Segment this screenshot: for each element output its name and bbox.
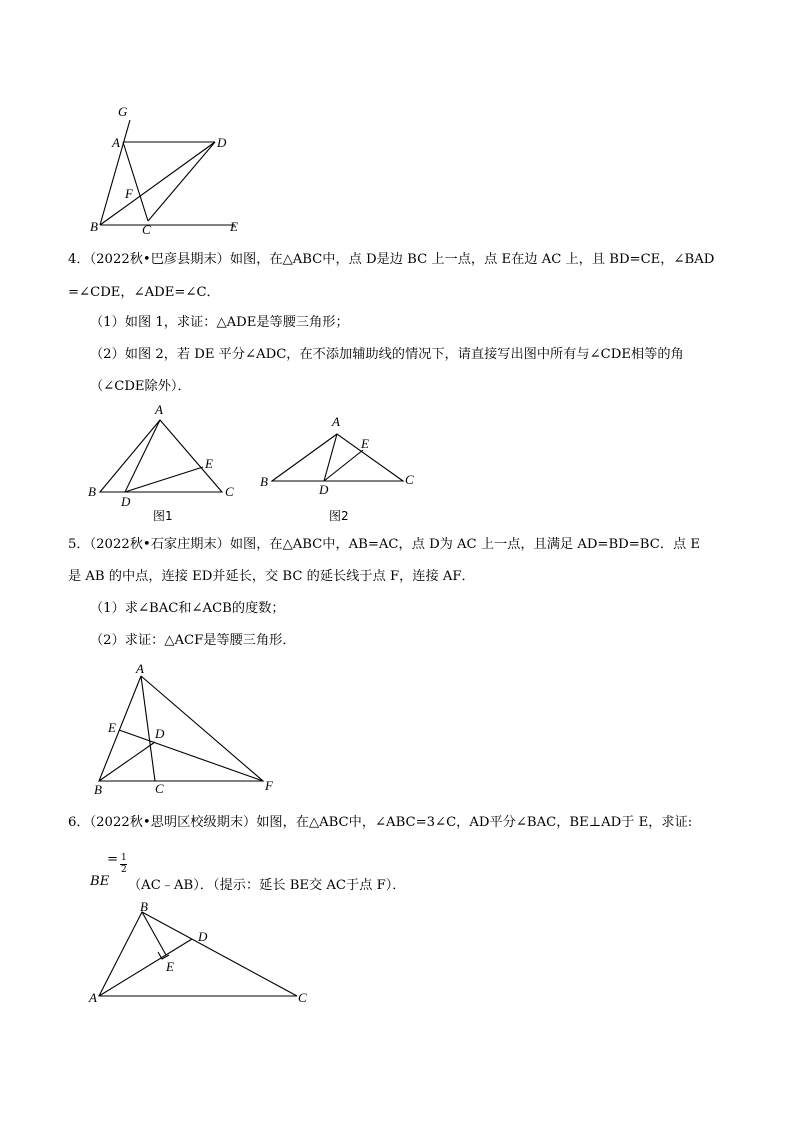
label-D: D bbox=[121, 494, 131, 509]
label-D: D bbox=[198, 929, 208, 944]
label-E: E bbox=[108, 720, 116, 735]
label-B: B bbox=[88, 484, 96, 499]
q5-line2: 是 AB 的中点，连接 ED并延长，交 BC 的延长线于点 F，连接 AF． bbox=[68, 569, 475, 584]
q6-frac-num: 1 bbox=[121, 853, 127, 863]
q5-part1: （1）求∠BAC和∠ACB的度数； bbox=[90, 601, 285, 616]
q6-be: BE bbox=[90, 874, 110, 889]
label-C: C bbox=[298, 990, 307, 1005]
label-D: D bbox=[217, 135, 227, 150]
q5-part2: （2）求证：△ACF是等腰三角形． bbox=[90, 633, 296, 648]
q4-part1: （1）如图 1，求证：△ADE是等腰三角形； bbox=[90, 315, 349, 330]
caption-fig2: 图2 bbox=[329, 509, 349, 523]
label-C: C bbox=[405, 472, 414, 487]
label-E: E bbox=[205, 456, 213, 471]
figure-q6 bbox=[85, 895, 325, 1010]
label-B: B bbox=[94, 782, 102, 797]
label-A: A bbox=[332, 414, 340, 429]
label-A: A bbox=[155, 402, 163, 417]
figure-q3 bbox=[80, 100, 260, 240]
label-E: E bbox=[166, 959, 174, 974]
label-F: F bbox=[265, 778, 273, 793]
figure-q4-1 bbox=[85, 400, 245, 525]
label-A: A bbox=[112, 135, 120, 150]
q6-frac-den: 2 bbox=[121, 865, 127, 875]
label-C: C bbox=[142, 222, 151, 237]
q6-line1: 6．（2022秋•思明区校级期末）如图，在△ABC中，∠ABC=3∠C，AD平分∠BAC，BE⊥AD于 E，求证: bbox=[68, 815, 693, 830]
figure-q4-2 bbox=[258, 412, 428, 527]
q5-line1: 5．（2022秋•石家庄期末）如图，在△ABC中，AB=AC，点 D为 AC 上一点，且满足 AD=BD=BC．点 E bbox=[68, 537, 701, 552]
figure-q5 bbox=[85, 660, 295, 800]
label-F: F bbox=[125, 186, 133, 201]
label-B: B bbox=[90, 219, 98, 234]
q6-equals: = bbox=[107, 852, 119, 867]
label-E: E bbox=[361, 436, 369, 451]
label-B: B bbox=[140, 899, 148, 914]
label-D: D bbox=[155, 726, 165, 741]
q4-line1: 4．（2022秋•巴彦县期末）如图，在△ABC中，点 D是边 BC 上一点，点 E在边 AC 上，且 BD=CE，∠BAD bbox=[68, 252, 715, 267]
label-D: D bbox=[319, 482, 329, 497]
label-C: C bbox=[225, 484, 234, 499]
caption-fig1: 图1 bbox=[153, 509, 173, 523]
q4-part2: （2）如图 2，若 DE 平分∠ADC，在不添加辅助线的情况下，请直接写出图中所有与∠CDE相等的角 bbox=[90, 347, 684, 362]
q6-formula bbox=[90, 852, 690, 898]
label-A: A bbox=[89, 990, 97, 1005]
q6-line2: （AC﹣AB）．（提示：延长 BE交 AC于点 F）． bbox=[128, 878, 406, 893]
q4-line2: =∠CDE，∠ADE=∠C． bbox=[68, 285, 220, 300]
label-C: C bbox=[155, 781, 164, 796]
q4-part2-continued: （∠CDE除外）． bbox=[90, 379, 191, 394]
label-G: G bbox=[118, 104, 128, 119]
label-B: B bbox=[260, 474, 268, 489]
label-E: E bbox=[230, 219, 238, 234]
label-A: A bbox=[136, 661, 144, 676]
